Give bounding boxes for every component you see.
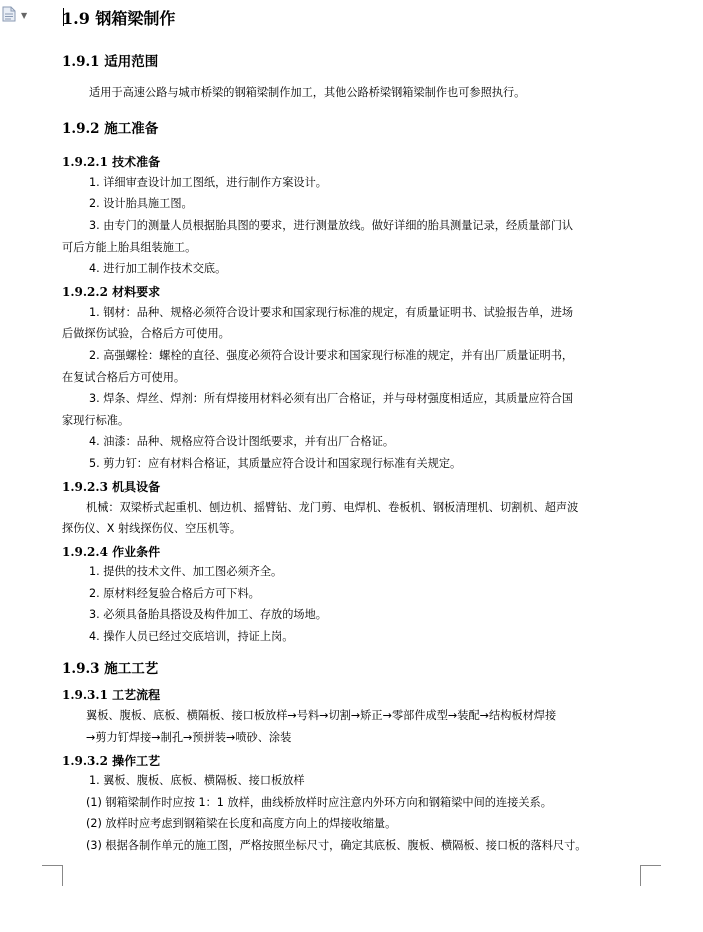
paragraph-scope: 适用于高速公路与城市桥梁的钢箱梁制作加工，其他公路桥梁钢箱梁制作也可参照执行。 — [89, 86, 526, 99]
list-item: 5. 剪力钉：应有材料合格证，其质量应符合设计和国家现行标准有关规定。 — [89, 457, 462, 470]
list-item: 3. 由专门的测量人员根据胎具图的要求，进行测量放线。做好详细的胎具测量记录，经质量部门认 — [89, 219, 574, 232]
list-item: (2) 放样时应考虑到钢箱梁在长度和高度方向上的焊接收缩量。 — [86, 817, 397, 830]
paragraph-flow: 翼板、腹板、底板、横隔板、接口板放样→号料→切割→矫正→零部件成型→装配→结构板材焊接 — [86, 709, 557, 722]
heading-scope: 1.9.1 适用范围 — [62, 54, 159, 70]
list-item-continued: 家现行标准。 — [62, 414, 130, 427]
list-item: 2. 高强螺栓：螺栓的直径、强度必须符合设计要求和国家现行标准的规定，并有出厂质量证明书， — [89, 349, 574, 362]
heading-flow: 1.9.3.1 工艺流程 — [62, 688, 161, 702]
heading-materials: 1.9.2.2 材料要求 — [62, 285, 161, 299]
paragraph-equipment-continued: 探伤仪、X 射线探伤仪、空压机等。 — [62, 522, 242, 535]
list-item: 4. 进行加工制作技术交底。 — [89, 262, 227, 275]
list-item-continued: 后做探伤试验，合格后方可使用。 — [62, 327, 230, 340]
list-item: 1. 提供的技术文件、加工图必须齐全。 — [89, 565, 283, 578]
list-item: (3) 根据各制作单元的施工图，严格按照坐标尺寸，确定其底板、腹板、横隔板、接口板的落料尺寸。 — [86, 839, 587, 852]
heading-operations: 1.9.3.2 操作工艺 — [62, 754, 161, 768]
page-corner-mark-right — [640, 865, 661, 886]
list-item-continued: 可后方能上胎具组装施工。 — [62, 241, 197, 254]
paragraph-flow-continued: →剪力钉焊接→制孔→预拼装→喷砂、涂装 — [86, 731, 292, 744]
list-item: 4. 操作人员已经过交底培训，持证上岗。 — [89, 630, 294, 643]
list-item: 1. 钢材：品种、规格必须符合设计要求和国家现行标准的规定，有质量证明书、试验报告单，进场 — [89, 306, 574, 319]
page-corner-mark-left — [42, 865, 63, 886]
heading-conditions: 1.9.2.4 作业条件 — [62, 545, 161, 559]
heading-prep: 1.9.2 施工准备 — [62, 121, 159, 137]
list-item: 4. 油漆：品种、规格应符合设计图纸要求，并有出厂合格证。 — [89, 435, 395, 448]
heading-process: 1.9.3 施工工艺 — [62, 661, 159, 677]
heading-equipment: 1.9.2.3 机具设备 — [62, 480, 161, 494]
document-map-icon[interactable] — [2, 6, 16, 22]
list-item: 3. 焊条、焊丝、焊剂：所有焊接用材料必须有出厂合格证，并与母材强度相适应，其质量应符合国 — [89, 392, 574, 405]
list-item: 2. 原材料经复验合格后方可下料。 — [89, 587, 260, 600]
list-item: 1. 翼板、腹板、底板、横隔板、接口板放样 — [89, 774, 305, 787]
collapse-arrow-icon[interactable]: ▼ — [21, 11, 28, 20]
list-item: 1. 详细审查设计加工图纸，进行制作方案设计。 — [89, 176, 327, 189]
list-item: 3. 必须具备胎具搭设及构件加工、存放的场地。 — [89, 608, 327, 621]
heading-tech-prep: 1.9.2.1 技术准备 — [62, 155, 161, 169]
paragraph-equipment: 机械：双梁桥式起重机、刨边机、摇臂钻、龙门剪、电焊机、卷板机、钢板清理机、切割机、超声波 — [86, 501, 579, 514]
list-item: 2. 设计胎具施工图。 — [89, 197, 193, 210]
section-title: 1.9 钢箱梁制作 — [62, 9, 176, 28]
list-item: (1) 钢箱梁制作时应按 1：1 放样，曲线桥放样时应注意内外环方向和钢箱梁中间的连接关系。 — [86, 796, 552, 809]
list-item-continued: 在复试合格后方可使用。 — [62, 371, 186, 384]
